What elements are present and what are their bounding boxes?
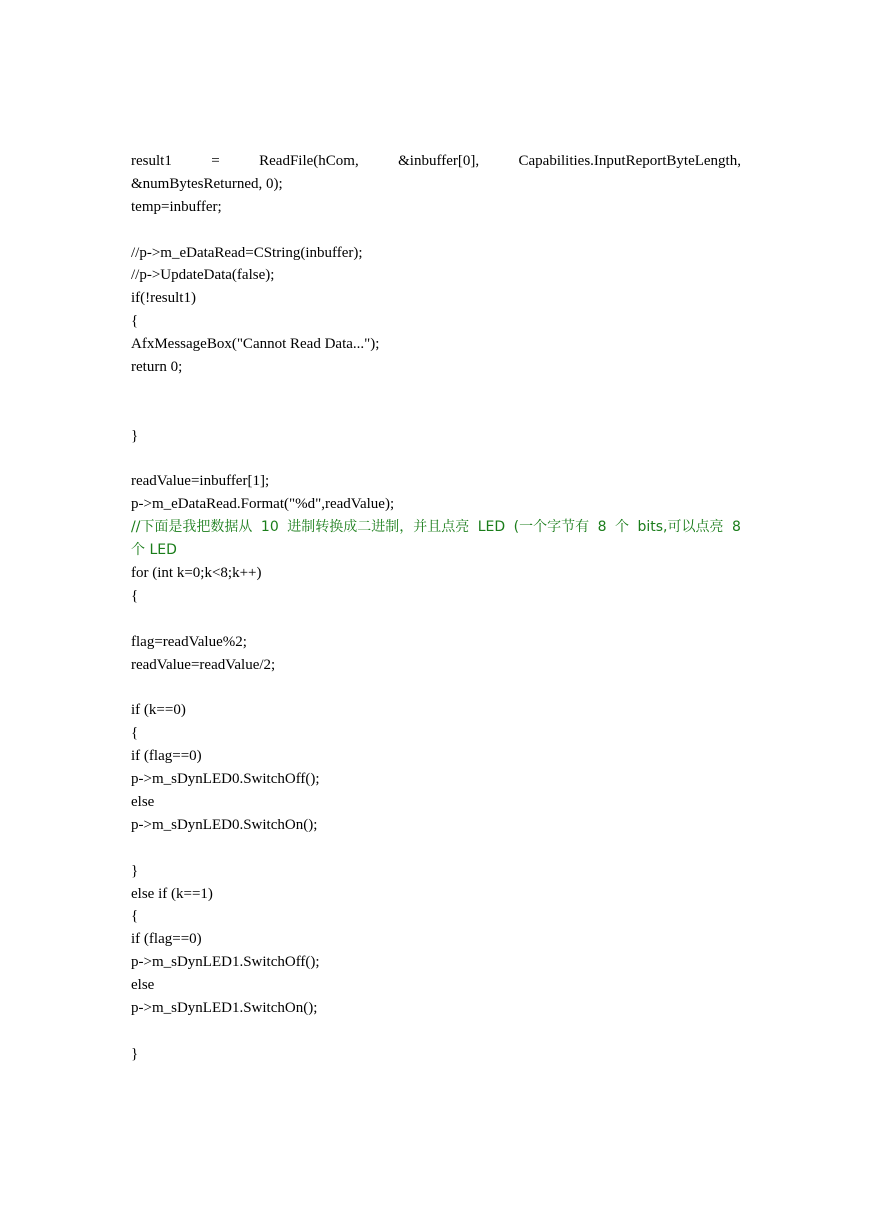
code-line: flag=readValue%2; — [131, 633, 247, 650]
code-line: &numBytesReturned, 0); — [131, 175, 283, 192]
code-line: if (k==0) — [131, 702, 186, 719]
code-line: } — [131, 1045, 139, 1062]
code-line: if(!result1) — [131, 290, 196, 307]
code-line: return 0; — [131, 359, 183, 376]
blank-line — [131, 448, 741, 471]
comment-token: bits,可以点亮 — [637, 519, 724, 536]
code-line: else — [131, 793, 155, 810]
document-page — [131, 150, 741, 1066]
comment-token: (一个字节有 — [513, 519, 590, 536]
code-line: { — [131, 725, 139, 742]
code-line: p->m_sDynLED0.SwitchOff(); — [131, 771, 320, 788]
code-line-readfile — [131, 150, 741, 173]
code-line: else if (k==1) — [131, 885, 213, 902]
comment-line: 个 LED — [131, 542, 177, 559]
blank-line — [131, 379, 741, 402]
code-line: else — [131, 977, 155, 994]
code-line: readValue=readValue/2; — [131, 656, 276, 673]
code-token: &inbuffer[0], — [398, 153, 480, 169]
comment-token: //下面是我把数据从 — [131, 519, 253, 536]
code-token: = — [211, 153, 220, 169]
comment-token: 个 — [615, 519, 629, 536]
code-line: if (flag==0) — [131, 748, 202, 765]
comment-token: 8 — [597, 519, 607, 536]
code-line: { — [131, 908, 139, 925]
code-line: p->m_sDynLED1.SwitchOff(); — [131, 954, 320, 971]
code-line: //p->UpdateData(false); — [131, 267, 275, 284]
code-line: p->m_eDataRead.Format("%d",readValue); — [131, 496, 395, 513]
code-line: temp=inbuffer; — [131, 198, 222, 215]
blank-line — [131, 676, 741, 699]
code-token: Capabilities.InputReportByteLength, — [518, 153, 741, 169]
code-line: //p->m_eDataRead=CString(inbuffer); — [131, 244, 363, 261]
blank-line — [131, 402, 741, 425]
comment-token: 8 — [731, 519, 741, 536]
blank-line — [131, 837, 741, 860]
comment-token: 进制转换成二进制，并且点亮 — [287, 519, 470, 536]
code-line: { — [131, 587, 139, 604]
code-line: } — [131, 862, 139, 879]
code-line: } — [131, 427, 139, 444]
code-line: p->m_sDynLED0.SwitchOn(); — [131, 816, 318, 833]
code-line: if (flag==0) — [131, 931, 202, 948]
code-line: for (int k=0;k<8;k++) — [131, 565, 262, 582]
code-token: ReadFile(hCom, — [259, 153, 359, 169]
comment-line — [131, 516, 741, 539]
comment-token: 10 — [260, 519, 279, 536]
code-line: readValue=inbuffer[1]; — [131, 473, 270, 490]
code-token: result1 — [131, 153, 172, 169]
blank-line — [131, 1020, 741, 1043]
code-line: AfxMessageBox("Cannot Read Data..."); — [131, 336, 380, 353]
blank-line — [131, 219, 741, 242]
code-line: { — [131, 313, 139, 330]
comment-token: LED — [477, 519, 506, 536]
code-line: p->m_sDynLED1.SwitchOn(); — [131, 999, 318, 1016]
blank-line — [131, 608, 741, 631]
